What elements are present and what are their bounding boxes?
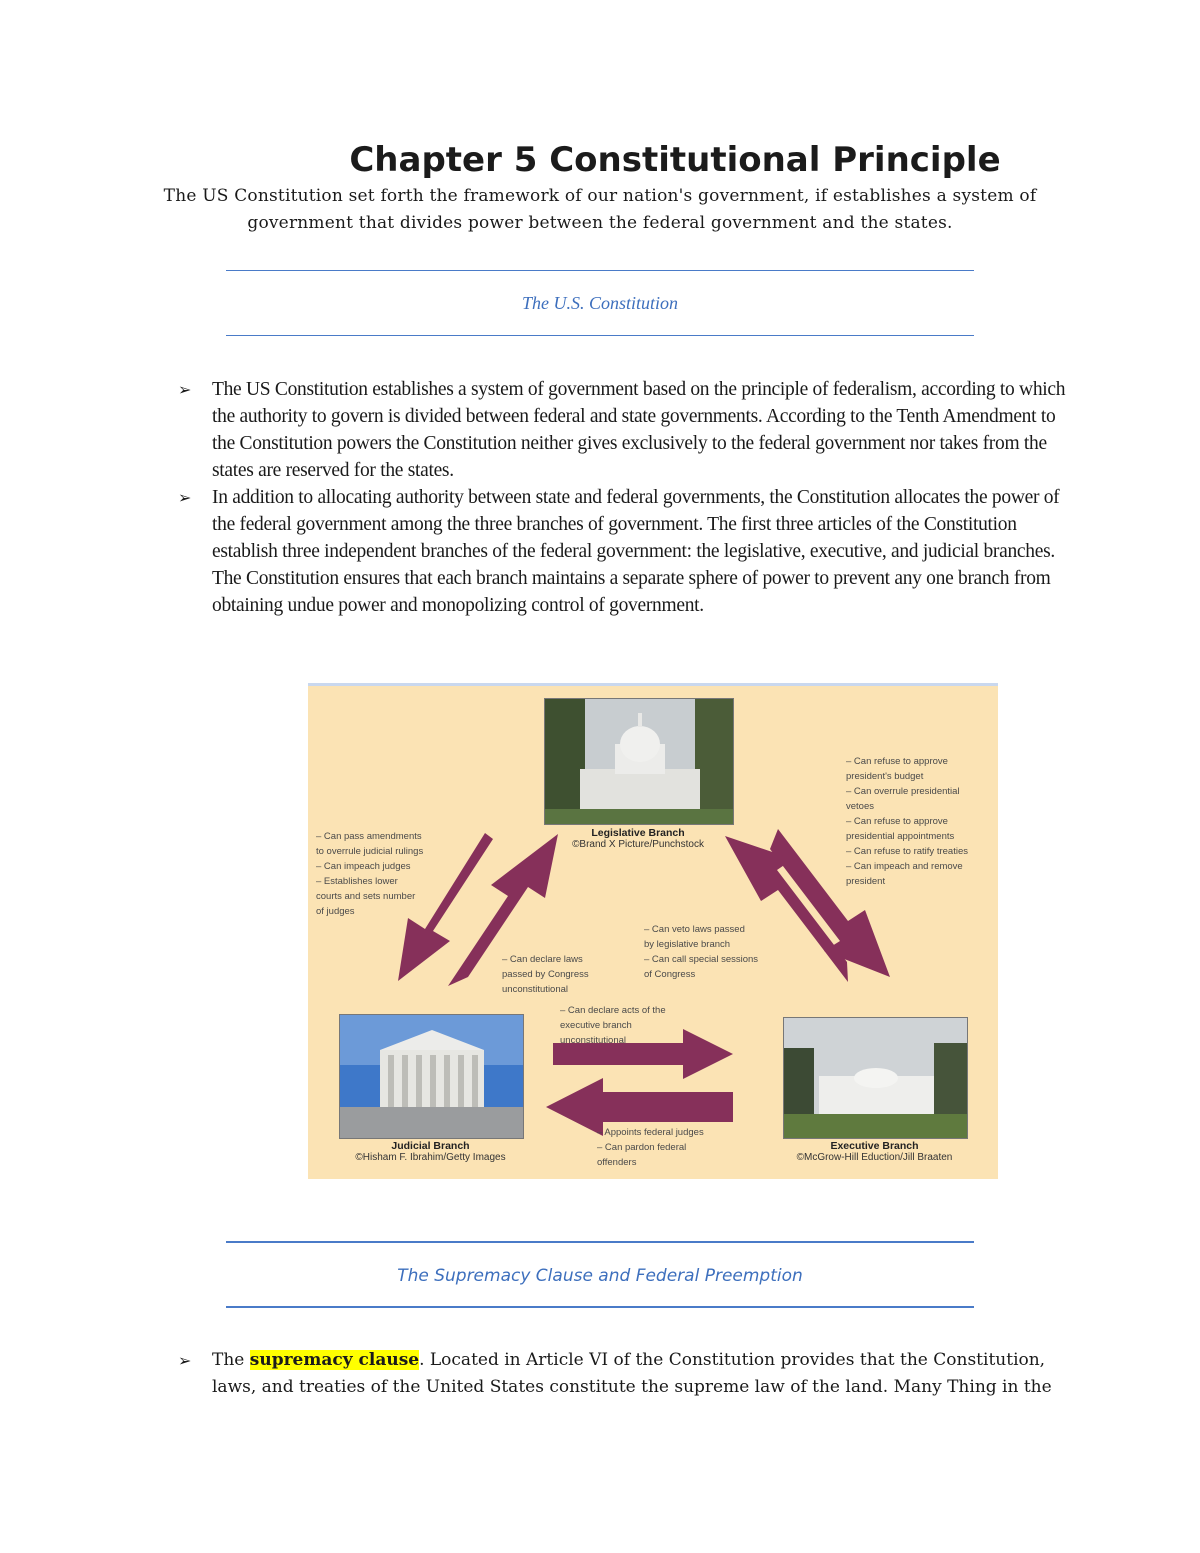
section-heading-constitution: The U.S. Constitution [521,293,678,313]
white-house-photo [783,1017,968,1139]
arrow-bullet-icon: ➢ [178,1351,192,1370]
list-item [178,1347,1058,1401]
note-executive-checks-legislative: – Can veto laws passed by legislative branch – Can call special sessions of Congress [644,924,759,980]
bullet-text: The US Constitution establishes a system of government based on the principle of federalism, according to which the authority to govern is divided between federal and state governments. According to the Tenth Amendment to the Constitution powers the Constitution neither gives exclusively to the federal government nor takes from the states are reserved for the states. [212,379,1066,481]
section-rule-bottom [226,1306,974,1308]
executive-photo-credit: ©McGrow-Hill Eduction/Jill Braaten [796,1152,953,1163]
legislative-caption [544,827,732,851]
section-heading-supremacy-clause: The Supremacy Clause and Federal Preemption [397,1266,803,1286]
legislative-branch-label: Legislative Branch [591,827,685,839]
checks-and-balances-diagram [308,683,998,1179]
executive-branch-label: Executive Branch [830,1140,919,1152]
note-legislative-checks-executive: – Can refuse to approve president's budget – Can overrule presidential vetoes – Can refuse to approve presidential appointments – Can refuse to ratify treaties – Can impeach and remove president [846,756,968,887]
supremacy-bullet-list [178,1347,1058,1401]
list-item [178,376,1078,484]
section-rule-bottom [226,335,974,336]
section-rule-top [226,1241,974,1243]
note-judicial-checks-executive: – Can declare acts of the executive branch unconstitutional [560,1005,666,1046]
arrow-bullet-icon: ➢ [178,488,192,507]
note-legislative-checks-judicial: – Can pass amendments to overrule judicial rulings – Can impeach judges – Establishes lower courts and sets number of judges [316,831,424,917]
note-judicial-checks-legislative: – Can declare laws passed by Congress unconstitutional [502,954,589,995]
supreme-court-photo [339,1014,524,1139]
executive-caption [783,1140,966,1164]
judicial-photo-credit: ©Hisham F. Ibrahim/Getty Images [355,1152,506,1163]
bullet-text: In addition to allocating authority between state and federal governments, the Constitution allocates the power of the federal government among the three branches of government. The first three articles of the Constitution establish three independent branches of the federal government: the legislative, executive, and judicial branches. The Constitution ensures that each branch maintains a separate sphere of power to prevent any one branch from obtaining undue power and monopolizing control of government. [212,487,1060,616]
list-item [178,484,1078,619]
judicial-branch-label: Judicial Branch [391,1140,470,1152]
constitution-bullet-list [178,376,1078,619]
section-rule-top [226,270,974,271]
arrow-bullet-icon: ➢ [178,380,192,399]
highlighted-term: supremacy clause [249,1350,420,1370]
bullet-text: . Located in Article VI of the Constitution provides that the Constitution, laws, and treaties of the United States constitute the supreme law of the land. Many Thing in the [212,1350,1052,1397]
legislative-photo-credit: ©Brand X Picture/Punchstock [572,839,704,850]
note-executive-checks-judicial: – Appoints federal judges – Can pardon federal offenders [597,1127,704,1168]
bullet-text-prefix: The [212,1350,250,1370]
judicial-caption [339,1140,522,1164]
document-title: Chapter 5 Constitutional Principle [349,140,1001,180]
capitol-building-photo [544,698,734,825]
intro-paragraph: The US Constitution set forth the framework of our nation's government, if establishes a system of government that divides power between the federal government and the states. [163,186,1037,233]
